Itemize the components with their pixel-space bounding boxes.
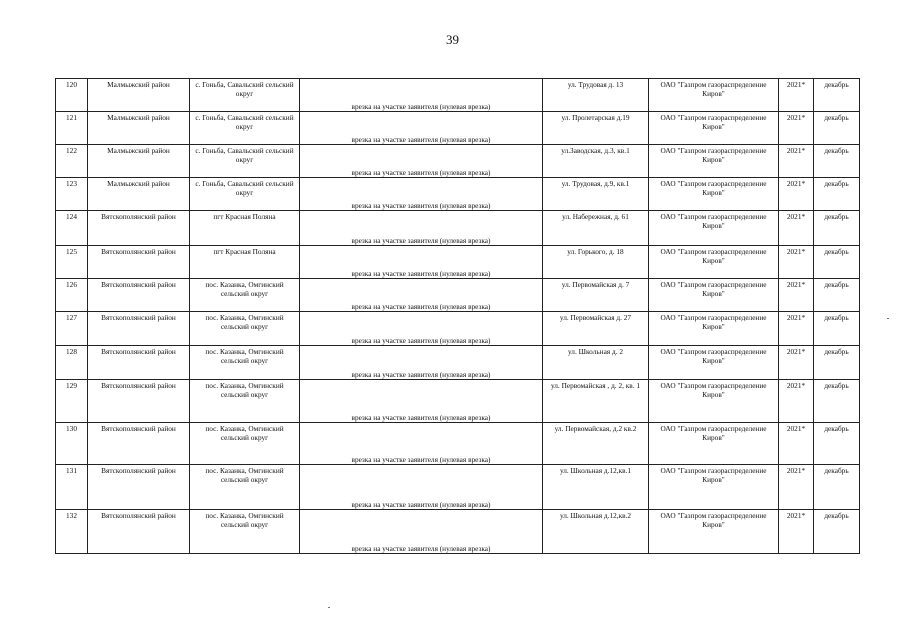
district-cell: Малмыжский район bbox=[88, 112, 190, 145]
district-cell: Вятскополянский район bbox=[88, 510, 190, 554]
address-cell: ул. Набережная, д. 61 bbox=[543, 211, 649, 246]
table-row bbox=[56, 246, 860, 279]
organization-cell: ОАО "Газпром газораспределение Киров" bbox=[649, 510, 779, 554]
organization-cell: ОАО "Газпром газораспределение Киров" bbox=[649, 423, 779, 465]
district-cell: Вятскополянский район bbox=[88, 211, 190, 246]
month-cell: декабрь bbox=[814, 145, 860, 178]
address-cell: ул. Школьная д.12,кв.1 bbox=[543, 465, 649, 510]
month-cell: декабрь bbox=[814, 346, 860, 380]
organization-cell: ОАО "Газпром газораспределение Киров" bbox=[649, 178, 779, 211]
district-cell: Вятскополянский район bbox=[88, 312, 190, 346]
month-cell: декабрь bbox=[814, 211, 860, 246]
connection-method-cell bbox=[300, 465, 543, 510]
table-row bbox=[56, 145, 860, 178]
locality-cell: пгт Красная Поляна bbox=[190, 246, 300, 279]
district-cell: Вятскополянский район bbox=[88, 246, 190, 279]
month-cell: декабрь bbox=[814, 312, 860, 346]
connection-method-text: врезка на участке заявителя (нулевая врезка) bbox=[351, 201, 491, 210]
organization-cell: ОАО "Газпром газораспределение Киров" bbox=[649, 145, 779, 178]
year-cell: 2021* bbox=[779, 312, 814, 346]
district-cell: Вятскополянский район bbox=[88, 465, 190, 510]
row-number: 130 bbox=[56, 423, 88, 465]
row-number: 127 bbox=[56, 312, 88, 346]
district-cell: Вятскополянский район bbox=[88, 346, 190, 380]
table-row bbox=[56, 211, 860, 246]
row-number: 120 bbox=[56, 79, 88, 112]
month-cell: декабрь bbox=[814, 380, 860, 423]
row-number: 123 bbox=[56, 178, 88, 211]
year-cell: 2021* bbox=[779, 145, 814, 178]
month-cell: декабрь bbox=[814, 112, 860, 145]
month-cell: декабрь bbox=[814, 510, 860, 554]
row-number: 122 bbox=[56, 145, 88, 178]
row-number: 124 bbox=[56, 211, 88, 246]
district-cell: Малмыжский район bbox=[88, 145, 190, 178]
locality-cell: пос. Казанка, Омгинский сельский округ bbox=[190, 380, 300, 423]
district-cell: Вятскополянский район bbox=[88, 423, 190, 465]
year-cell: 2021* bbox=[779, 465, 814, 510]
year-cell: 2021* bbox=[779, 346, 814, 380]
locality-cell: пос. Казанка, Омгинский сельский округ bbox=[190, 279, 300, 312]
table-row bbox=[56, 112, 860, 145]
year-cell: 2021* bbox=[779, 279, 814, 312]
connection-method-cell bbox=[300, 346, 543, 380]
connection-method-cell bbox=[300, 145, 543, 178]
row-number: 128 bbox=[56, 346, 88, 380]
locality-cell: пос. Казанка, Омгинский сельский округ bbox=[190, 312, 300, 346]
locality-cell: с. Гоньба, Савальский сельский округ bbox=[190, 145, 300, 178]
year-cell: 2021* bbox=[779, 246, 814, 279]
locality-cell: с. Гоньба, Савальский сельский округ bbox=[190, 112, 300, 145]
address-cell: ул. Трудовая, д.9, кв.1 bbox=[543, 178, 649, 211]
connection-method-text: врезка на участке заявителя (нулевая врезка) bbox=[351, 102, 491, 111]
address-cell: ул.Заводская, д.3, кв.1 bbox=[543, 145, 649, 178]
month-cell: декабрь bbox=[814, 178, 860, 211]
month-cell: декабрь bbox=[814, 246, 860, 279]
address-cell: ул. Школьная д. 2 bbox=[543, 346, 649, 380]
year-cell: 2021* bbox=[779, 79, 814, 112]
year-cell: 2021* bbox=[779, 380, 814, 423]
table-row bbox=[56, 380, 860, 423]
year-cell: 2021* bbox=[779, 510, 814, 554]
connection-method-cell bbox=[300, 279, 543, 312]
address-cell: ул. Школьная д.12,кв.2 bbox=[543, 510, 649, 554]
month-cell: декабрь bbox=[814, 279, 860, 312]
row-number: 129 bbox=[56, 380, 88, 423]
locality-cell: с. Гоньба, Савальский сельский округ bbox=[190, 79, 300, 112]
connection-method-text: врезка на участке заявителя (нулевая врезка) bbox=[351, 302, 491, 311]
connection-method-cell bbox=[300, 178, 543, 211]
connection-method-cell bbox=[300, 312, 543, 346]
address-cell: ул. Первомайская д. 27 bbox=[543, 312, 649, 346]
connection-method-text: врезка на участке заявителя (нулевая врезка) bbox=[351, 135, 491, 144]
row-number: 121 bbox=[56, 112, 88, 145]
address-cell: ул. Трудовая д. 13 bbox=[543, 79, 649, 112]
organization-cell: ОАО "Газпром газораспределение Киров" bbox=[649, 279, 779, 312]
table-row bbox=[56, 312, 860, 346]
locality-cell: пос. Казанка, Омгинский сельский округ bbox=[190, 510, 300, 554]
organization-cell: ОАО "Газпром газораспределение Киров" bbox=[649, 211, 779, 246]
year-cell: 2021* bbox=[779, 178, 814, 211]
connection-method-text: врезка на участке заявителя (нулевая врезка) bbox=[351, 336, 491, 345]
month-cell: декабрь bbox=[814, 423, 860, 465]
table-row bbox=[56, 178, 860, 211]
connection-method-cell bbox=[300, 211, 543, 246]
scan-speck bbox=[328, 607, 330, 608]
connection-method-cell bbox=[300, 510, 543, 554]
connection-method-text: врезка на участке заявителя (нулевая врезка) bbox=[351, 455, 491, 464]
address-cell: ул. Горького, д. 18 bbox=[543, 246, 649, 279]
table-row bbox=[56, 279, 860, 312]
organization-cell: ОАО "Газпром газораспределение Киров" bbox=[649, 380, 779, 423]
locality-cell: пгт Красная Поляна bbox=[190, 211, 300, 246]
organization-cell: ОАО "Газпром газораспределение Киров" bbox=[649, 465, 779, 510]
row-number: 125 bbox=[56, 246, 88, 279]
connection-method-text: врезка на участке заявителя (нулевая врезка) bbox=[351, 413, 491, 422]
district-cell: Малмыжский район bbox=[88, 79, 190, 112]
organization-cell: ОАО "Газпром газораспределение Киров" bbox=[649, 79, 779, 112]
organization-cell: ОАО "Газпром газораспределение Киров" bbox=[649, 312, 779, 346]
organization-cell: ОАО "Газпром газораспределение Киров" bbox=[649, 346, 779, 380]
gasification-table bbox=[55, 78, 860, 554]
connection-method-cell bbox=[300, 112, 543, 145]
row-number: 132 bbox=[56, 510, 88, 554]
year-cell: 2021* bbox=[779, 112, 814, 145]
locality-cell: пос. Казанка, Омгинский сельский округ bbox=[190, 423, 300, 465]
connection-method-text: врезка на участке заявителя (нулевая врезка) bbox=[351, 370, 491, 379]
address-cell: ул. Пролетарская д.19 bbox=[543, 112, 649, 145]
locality-cell: пос. Казанка, Омгинский сельский округ bbox=[190, 465, 300, 510]
page-number: 39 bbox=[446, 32, 459, 47]
table-row bbox=[56, 510, 860, 554]
connection-method-cell bbox=[300, 380, 543, 423]
address-cell: ул. Первомайская д. 7 bbox=[543, 279, 649, 312]
month-cell: декабрь bbox=[814, 465, 860, 510]
locality-cell: с. Гоньба, Савальский сельский округ bbox=[190, 178, 300, 211]
table-row bbox=[56, 79, 860, 112]
address-cell: ул. Первомайская, д.2 кв.2 bbox=[543, 423, 649, 465]
connection-method-text: врезка на участке заявителя (нулевая врезка) bbox=[351, 168, 491, 177]
connection-method-text: врезка на участке заявителя (нулевая врезка) bbox=[351, 500, 491, 509]
district-cell: Малмыжский район bbox=[88, 178, 190, 211]
connection-method-cell bbox=[300, 423, 543, 465]
organization-cell: ОАО "Газпром газораспределение Киров" bbox=[649, 112, 779, 145]
scan-speck bbox=[887, 318, 889, 319]
row-number: 131 bbox=[56, 465, 88, 510]
connection-method-cell bbox=[300, 246, 543, 279]
row-number: 126 bbox=[56, 279, 88, 312]
connection-method-text: врезка на участке заявителя (нулевая врезка) bbox=[351, 236, 491, 245]
address-cell: ул. Первомайская , д. 2, кв. 1 bbox=[543, 380, 649, 423]
connection-method-cell bbox=[300, 79, 543, 112]
table-body bbox=[56, 79, 860, 554]
connection-method-text: врезка на участке заявителя (нулевая врезка) bbox=[351, 544, 491, 553]
organization-cell: ОАО "Газпром газораспределение Киров" bbox=[649, 246, 779, 279]
district-cell: Вятскополянский район bbox=[88, 380, 190, 423]
month-cell: декабрь bbox=[814, 79, 860, 112]
table-row bbox=[56, 346, 860, 380]
table-row bbox=[56, 465, 860, 510]
table-row bbox=[56, 423, 860, 465]
year-cell: 2021* bbox=[779, 423, 814, 465]
year-cell: 2021* bbox=[779, 211, 814, 246]
district-cell: Вятскополянский район bbox=[88, 279, 190, 312]
connection-method-text: врезка на участке заявителя (нулевая врезка) bbox=[351, 269, 491, 278]
locality-cell: пос. Казанка, Омгинский сельский округ bbox=[190, 346, 300, 380]
